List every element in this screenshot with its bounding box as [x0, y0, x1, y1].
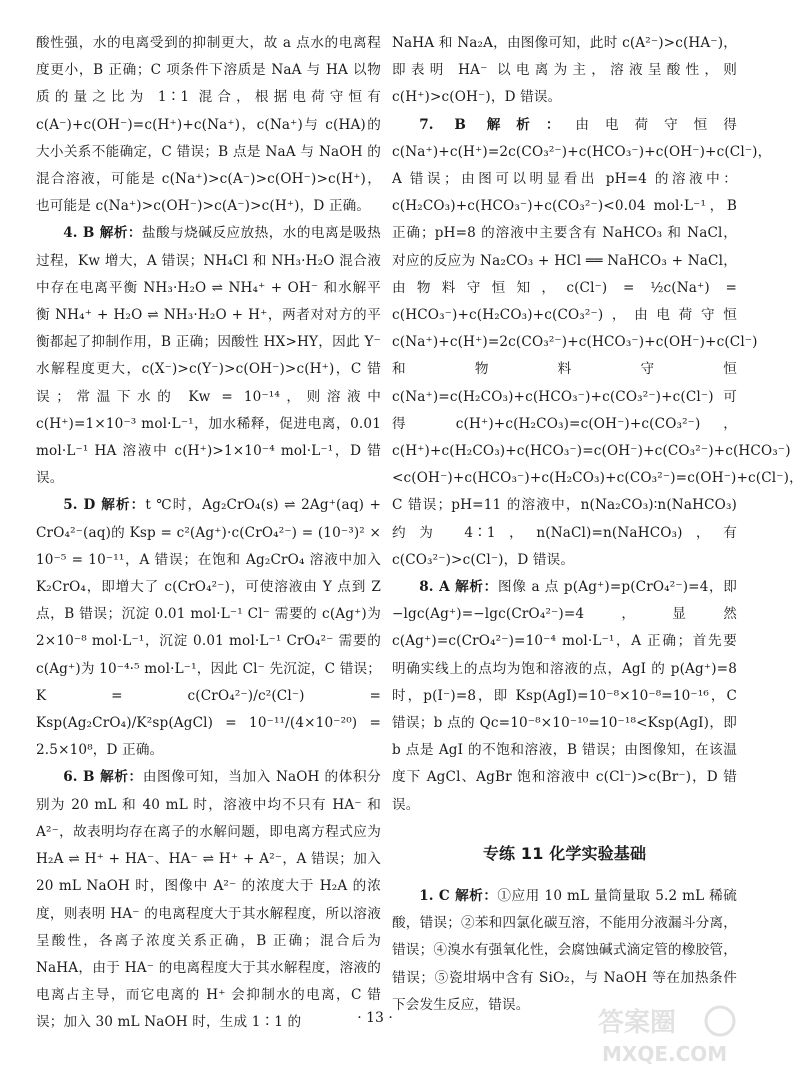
answer-7-lead: 7. B 解析：	[419, 116, 576, 133]
answer-s1-lead: 1. C 解析：	[419, 887, 498, 904]
answer-6	[36, 764, 381, 1036]
answer-5-text: t ℃时，Ag₂CrO₄(s) ⇌ 2Ag⁺(aq) + CrO₄²⁻(aq)的 Ksp = c²(Ag⁺)·c(CrO₄²⁻) = (10⁻³)² × 10⁻⁵ = 10⁻¹¹，A 错误；在饱和 Ag₂CrO₄ 溶液中加入 K₂CrO₄，即增大了 c(CrO₄²⁻)，可使溶液由 Y 点到 Z 点，B 错误；沉淀 0.01 mol·L⁻¹ Cl⁻ 需要的 c(Ag⁺)为 2×10⁻⁸ mol·L⁻¹，沉淀 0.01 mol·L⁻¹ CrO₄²⁻ 需要的 c(Ag⁺)为 10⁻⁴·⁵ mol·L⁻¹，因此 Cl⁻ 先沉淀，C 错误；K = c(CrO₄²⁻)/c²(Cl⁻) = Ksp(Ag₂CrO₄)/K²sp(AgCl) = 10⁻¹¹/(4×10⁻²⁰) = 2.5×10⁸，D 正确。	[36, 497, 381, 759]
answer-5-lead: 5. D 解析：	[63, 497, 146, 514]
answer-7-text: 由电荷守恒得 c(Na⁺)+c(H⁺)=2c(CO₃²⁻)+c(HCO₃⁻)+c(OH⁻)+c(Cl⁻)，A 错误；由图可以明显看出 pH=4 的溶液中：c(H₂CO₃)+c(HCO₃⁻)+c(CO₃²⁻)<0.04 mol·L⁻¹，B 正确；pH=8 的溶液中主要含有 NaHCO₃ 和 NaCl，对应的反应为 Na₂CO₃ + HCl ══ NaHCO₃ + NaCl，由物料守恒知，c(Cl⁻) = ½c(Na⁺) = c(HCO₃⁻)+c(H₂CO₃)+c(CO₃²⁻)，由电荷守恒 c(Na⁺)+c(H⁺)=2c(CO₃²⁻)+c(HCO₃⁻)+c(OH⁻)+c(Cl⁻)和物料守恒 c(Na⁺)=c(H₂CO₃)+c(HCO₃⁻)+c(CO₃²⁻)+c(Cl⁻)可得 c(H⁺)+c(H₂CO₃)=c(OH⁻)+c(CO₃²⁻)，c(H⁺)+c(H₂CO₃)+c(HCO₃⁻)=c(OH⁻)+c(CO₃²⁻)+c(HCO₃⁻)<c(OH⁻)+c(HCO₃⁻)+c(H₂CO₃)+c(CO₃²⁻)=c(OH⁻)+c(Cl⁻)，C 错误；pH=11 的溶液中，n(Na₂CO₃)∶n(NaHCO₃)约为 4∶1，n(NaCl)=n(NaHCO₃)，有 c(CO₃²⁻)>c(Cl⁻)，D 错误。	[392, 116, 803, 568]
svg-text:答案圈: 答案圈	[598, 1008, 677, 1038]
right-paragraph-continuation: NaHA 和 Na₂A，由图像可知，此时 c(A²⁻)>c(HA⁻)，即表明 HA⁻ 以电离为主，溶液呈酸性，则 c(H⁺)>c(OH⁻)，D 错误。	[392, 35, 737, 106]
svg-text:MXQE.COM: MXQE.COM	[602, 1042, 728, 1066]
right-column	[392, 30, 803, 1019]
watermark-logo	[592, 999, 742, 1069]
page-number: · 13 ·	[357, 1010, 393, 1026]
answer-8-text: 图像 a 点 p(Ag⁺)=p(CrO₄²⁻)=4，即 −lgc(Ag⁺)=−lgc(CrO₄²⁻)=4，显然 c(Ag⁺)=c(CrO₄²⁻)=10⁻⁴ mol·L⁻¹，A 正确；首先要明确实线上的点均为饱和溶液的点，AgI 的 p(Ag⁺)=8 时，p(I⁻)=8，即 Ksp(AgI)=10⁻⁸×10⁻⁸=10⁻¹⁶，C 错误；b 点的 Qc=10⁻⁸×10⁻¹⁰=10⁻¹⁸<Ksp(AgI)，即 b 点是 AgI 的不饱和溶液，B 错误；由图像知，在该温度下 AgCl、AgBr 饱和溶液中 c(Cl⁻)>c(Br⁻)，D 错误。	[392, 579, 738, 813]
answer-6-text: 由图像可知，当加入 NaOH 的体积分别为 20 mL 和 40 mL 时，溶液中均不只有 HA⁻ 和 A²⁻，故表明均存在离子的水解问题，即电离方程式应为 H₂A ⇌ H⁺ + HA⁻、HA⁻ ⇌ H⁺ + A²⁻，A 错误；加入 20 mL NaOH 时，图像中 A²⁻ 的浓度大于 H₂A 的浓度，则表明 HA⁻ 的电离程度大于其水解程度，所以溶液呈酸性，各离子浓度关系正确，B 正确；混合后为 NaHA，由于 HA⁻ 的电离程度大于其水解程度，溶液的电离占主导，而它电离的 H⁺ 会抑制水的电离，C 错误；加入 30 mL NaOH 时，生成 1∶1 的	[36, 769, 381, 1031]
answer-6-lead: 6. B 解析：	[63, 769, 143, 786]
left-paragraph-continuation: 酸性强，水的电离受到的抑制更大，故 a 点水的电离程度更小，B 正确；C 项条件下溶质是 NaA 与 HA 以物质的量之比为 1∶1 混合，根据电荷守恒有 c(A⁻)+c(OH⁻)=c(H⁺)+c(Na⁺)，c(Na⁺)与 c(HA)的大小关系不能确定，C 错误；B 点是 NaA 与 NaOH 的混合溶液，可能是 c(Na⁺)>c(A⁻)>c(OH⁻)>c(H⁺)，也可能是 c(Na⁺)>c(OH⁻)>c(A⁻)>c(H⁺)，D 正确。	[36, 35, 381, 215]
answer-8-lead: 8. A 解析：	[419, 579, 498, 596]
answer-8	[392, 574, 737, 819]
section-title: 专练 11 化学实验基础	[482, 843, 647, 863]
answer-4	[36, 220, 381, 492]
answer-4-lead: 4. B 解析：	[63, 225, 142, 242]
answer-4-text: 盐酸与烧碱反应放热，水的电离是吸热过程，Kw 增大，A 错误；NH₄Cl 和 NH₃·H₂O 混合液中存在电离平衡 NH₃·H₂O ⇌ NH₄⁺ + OH⁻ 和水解平衡 NH₄⁺ + H₂O ⇌ NH₃·H₂O + H⁺，两者对对方的平衡都起了抑制作用，B 正确；因酸性 HX>HY，因此 Y⁻ 水解程度更大，c(X⁻)>c(Y⁻)>c(OH⁻)>c(H⁺)，C 错误；常温下水的 Kw = 10⁻¹⁴，则溶液中 c(H⁺)=1×10⁻³ mol·L⁻¹，加水稀释，促进电离，0.01 mol·L⁻¹ HA 溶液中 c(H⁺)>1×10⁻⁴ mol·L⁻¹，D 错误。	[36, 225, 381, 487]
answer-s1-text: ①应用 10 mL 量筒量取 5.2 mL 稀硫酸，错误；②苯和四氯化碳互溶，不能用分液漏斗分离，错误；④溴水有强氧化性，会腐蚀碱式滴定管的橡胶管，错误；⑤瓷坩埚中含有 SiO₂，与 NaOH 等在加热条件下会发生反应，错误。	[392, 887, 737, 1013]
answer-5	[36, 492, 381, 764]
left-column	[36, 30, 381, 1037]
answer-7	[392, 112, 803, 574]
